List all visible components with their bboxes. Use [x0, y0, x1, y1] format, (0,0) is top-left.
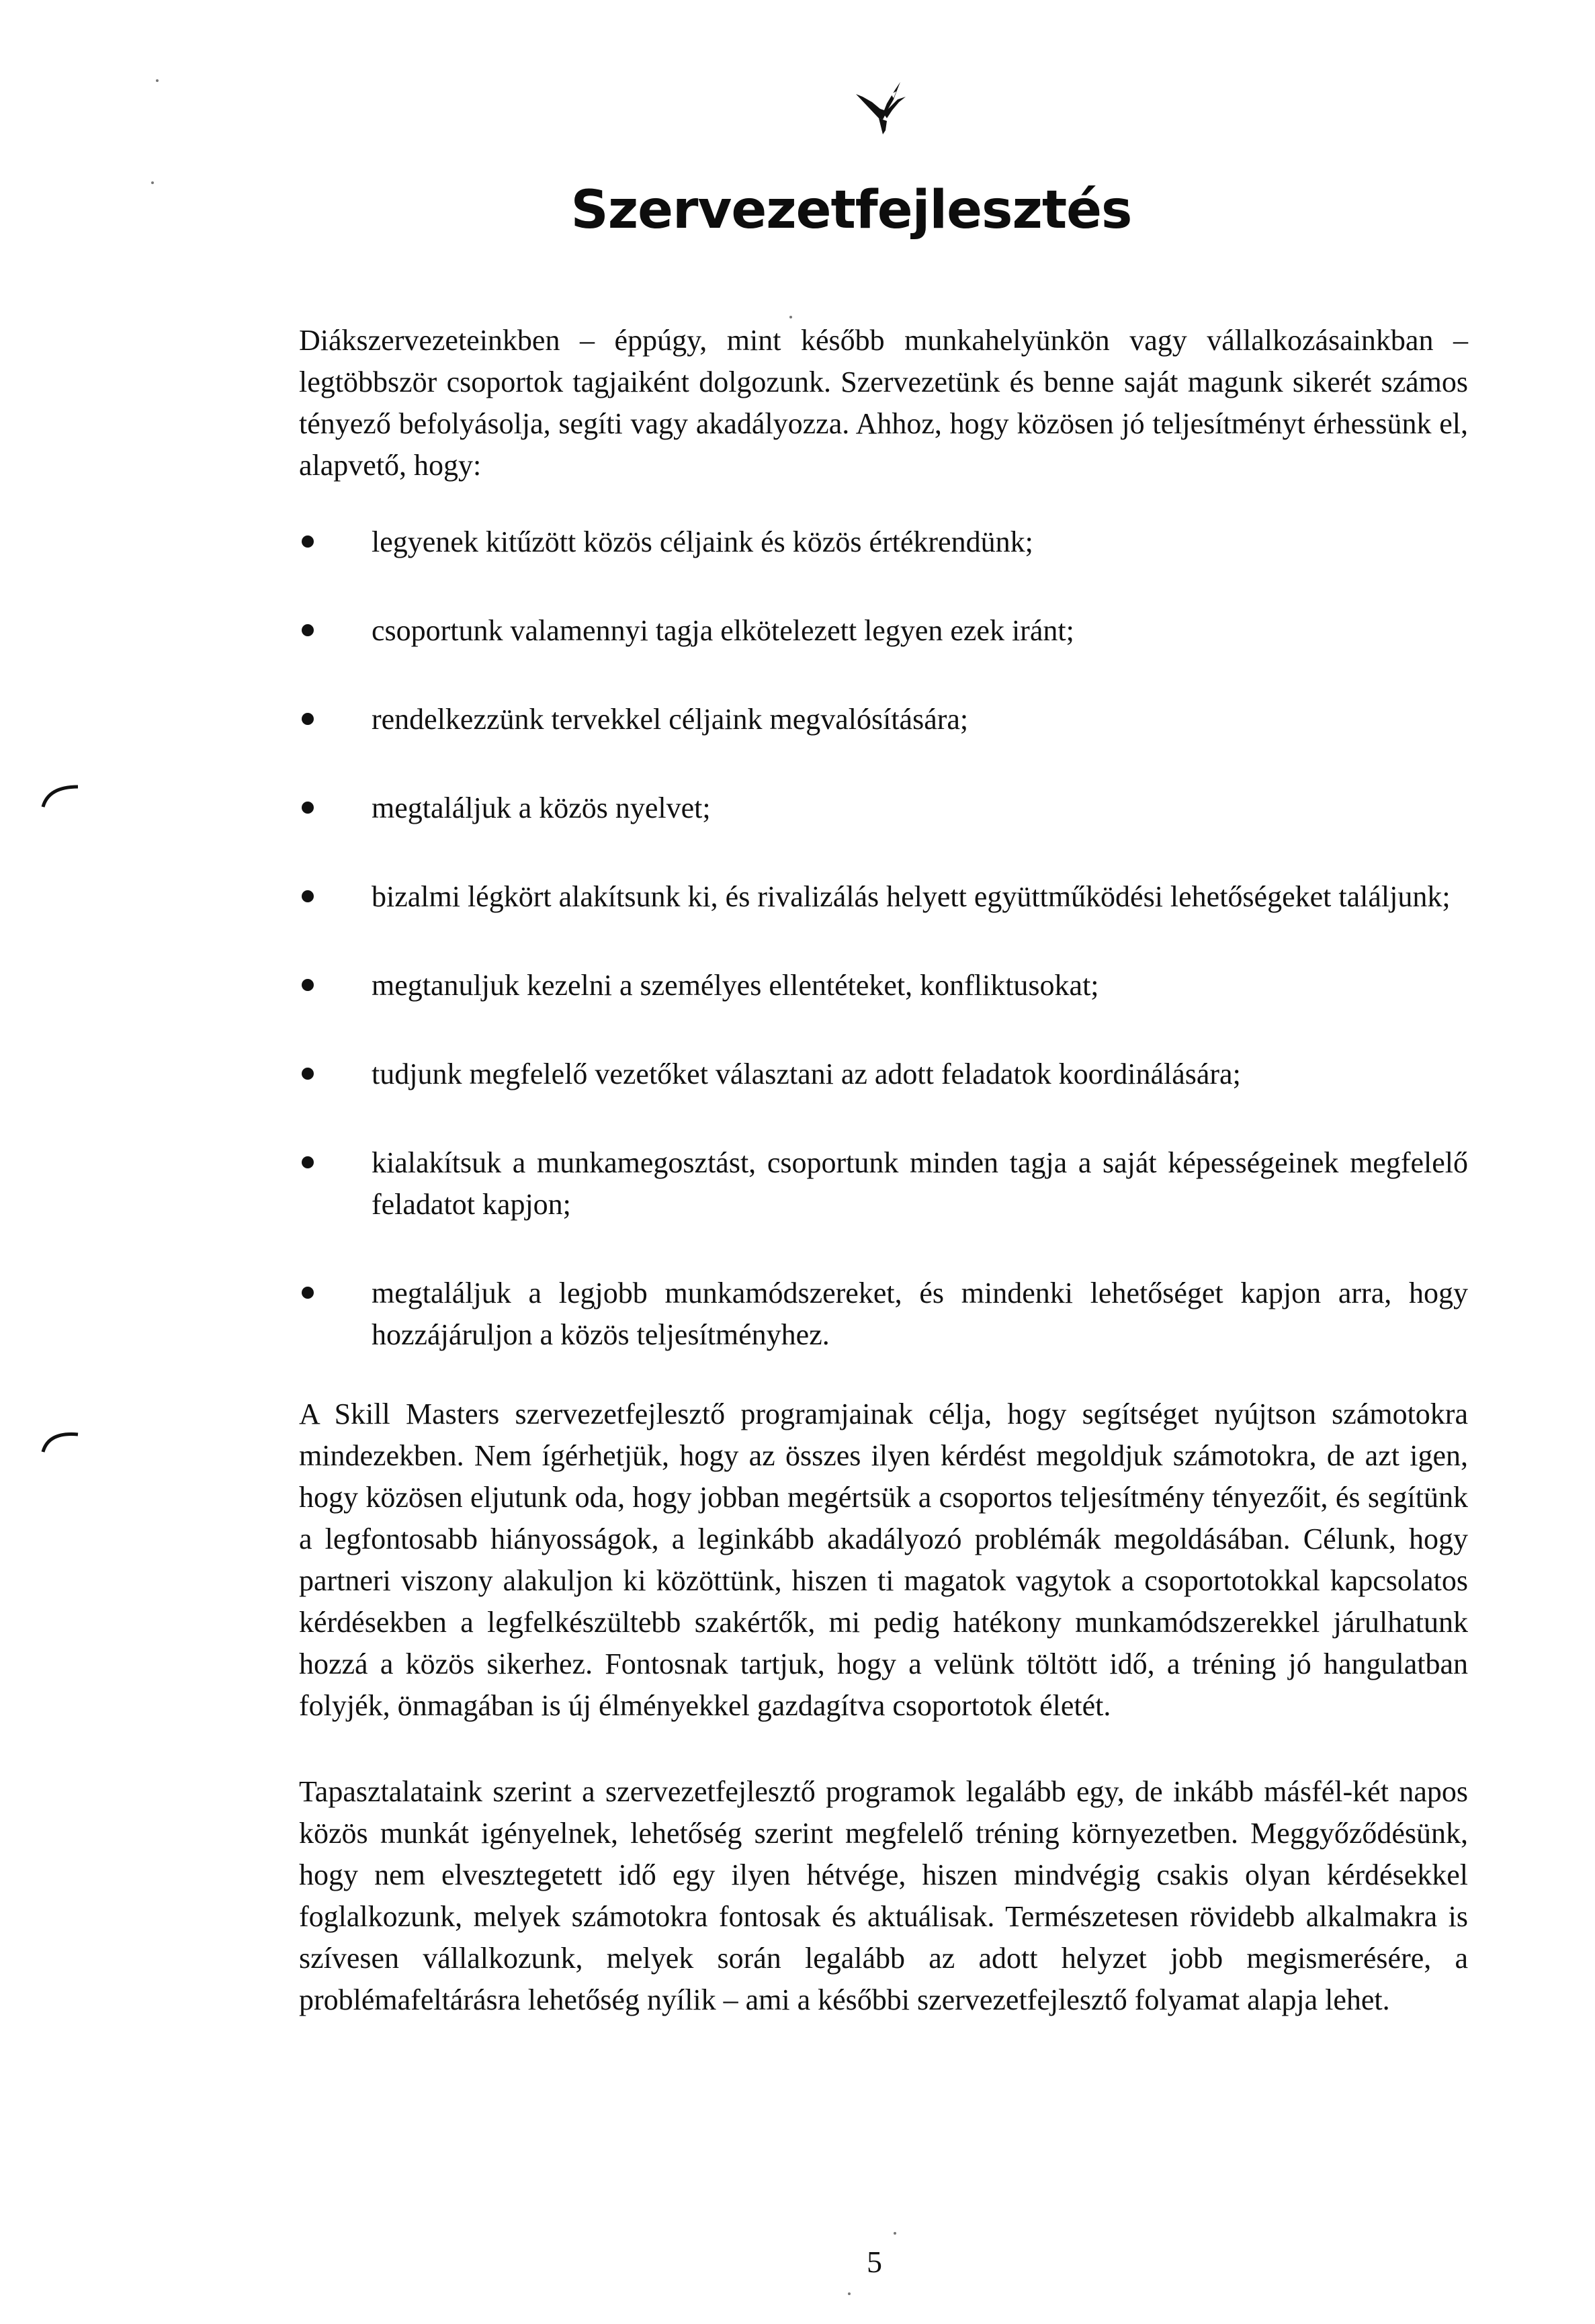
intro-paragraph: Diákszervezeteinkben – éppúgy, mint később munkahelyünkön vagy vállalkozásainkban – legtöbbször csoportok tagjaiként dolgozunk. Szervezetünk és benne saját magunk sikerét számos tényező befolyásolja, segíti vagy akadályozza. Ahhoz, hogy közösen jó teljesítményt érhessünk el, alapvető, hogy: — [299, 324, 1468, 482]
requirements-list — [299, 521, 1468, 1356]
bullet-icon — [302, 890, 314, 902]
margin-hole-punch-mark-icon — [40, 783, 81, 810]
list-item: bizalmi légkört alakítsunk ki, és rivalizálás helyett együttműködési lehetőségeket találjunk; — [299, 876, 1468, 918]
list-item: megtanuljuk kezelni a személyes ellentéteket, konfliktusokat; — [299, 965, 1468, 1006]
page-number: 5 — [867, 2245, 882, 2279]
list-item: megtaláljuk a közös nyelvet; — [299, 787, 1468, 829]
scan-speck-icon — [848, 2292, 851, 2295]
list-item: rendelkezzünk tervekkel céljaink megvalósítására; — [299, 699, 1468, 740]
scan-speck-icon — [151, 181, 154, 184]
bullet-icon — [302, 1068, 314, 1080]
bullet-icon — [302, 1287, 314, 1299]
list-item: csoportunk valamennyi tagja elkötelezett legyen ezek iránt; — [299, 610, 1468, 652]
list-item: tudjunk megfelelő vezetőket választani az adott feladatok koordinálására; — [299, 1053, 1468, 1095]
program-goal-paragraph: A Skill Masters szervezetfejlesztő programjainak célja, hogy segítséget nyújtson számotokra mindezekben. Nem ígérhetjük, hogy az összes ilyen kérdést megoldjuk számotokra, de azt igen, hogy közösen eljutunk oda, hogy jobban megértsük a csoportos teljesítmény tényezőit, és segítünk a legfontosabb hiányosságok, a leginkább akadályozó problémák megoldásában. Célunk, hogy partneri viszony alakuljon ki közöttünk, hiszen ti magatok vagytok a csoportotokkal kapcsolatos kérdésekben a legfelkészültebb szakértők, mi pedig hatékony munkamódszerekkel járulhatunk hozzá a közös sikerhez. Fontosnak tartjuk, hogy a velünk töltött idő, a tréning jó hangulatban folyjék, önmagában is új élményekkel gazdagítva csoportotok életét. — [299, 1397, 1468, 1722]
scan-speck-icon — [156, 79, 159, 82]
margin-hole-punch-mark-icon — [40, 1428, 81, 1455]
bullet-icon — [302, 713, 314, 725]
list-item: megtaláljuk a legjobb munkamódszereket, és mindenki lehetőséget kapjon arra, hogy hozzájáruljon a közös teljesítményhez. — [299, 1273, 1468, 1356]
list-item: kialakítsuk a munkamegosztást, csoportunk minden tagja a saját képességeinek megfelelő feladatot kapjon; — [299, 1142, 1468, 1225]
bullet-icon — [302, 535, 314, 548]
page-title: Szervezetfejlesztés — [570, 180, 1132, 241]
experience-paragraph: Tapasztalataink szerint a szervezetfejlesztő programok legalább egy, de inkább másfél-két napos közös munkát igényelnek, lehetőség szerint megfelelő tréning környezetben. Meggyőződésünk, hogy nem elvesztegetett idő egy ilyen hétvége, hiszen mindvégig csakis olyan kérdésekkel foglalkozunk, melyek számotokra fontosak és aktuálisak. Természetesen rövidebb alkalmakra is szívesen vállalkozunk, melyek során legalább az adott helyzet jobb megismerésére, a problémafeltárásra lehetőség nyílik – ami a későbbi szervezetfejlesztő folyamat alapja lehet. — [299, 1775, 1468, 2016]
bullet-icon — [302, 979, 314, 991]
bullet-icon — [302, 802, 314, 814]
stylized-bird-logo-icon — [853, 79, 914, 140]
scan-speck-icon — [789, 316, 792, 318]
list-item: legyenek kitűzött közös céljaink és közös értékrendünk; — [299, 521, 1468, 563]
bullet-icon — [302, 624, 314, 636]
document-body — [299, 320, 1468, 2021]
bullet-icon — [302, 1156, 314, 1168]
scan-speck-icon — [894, 2232, 896, 2235]
